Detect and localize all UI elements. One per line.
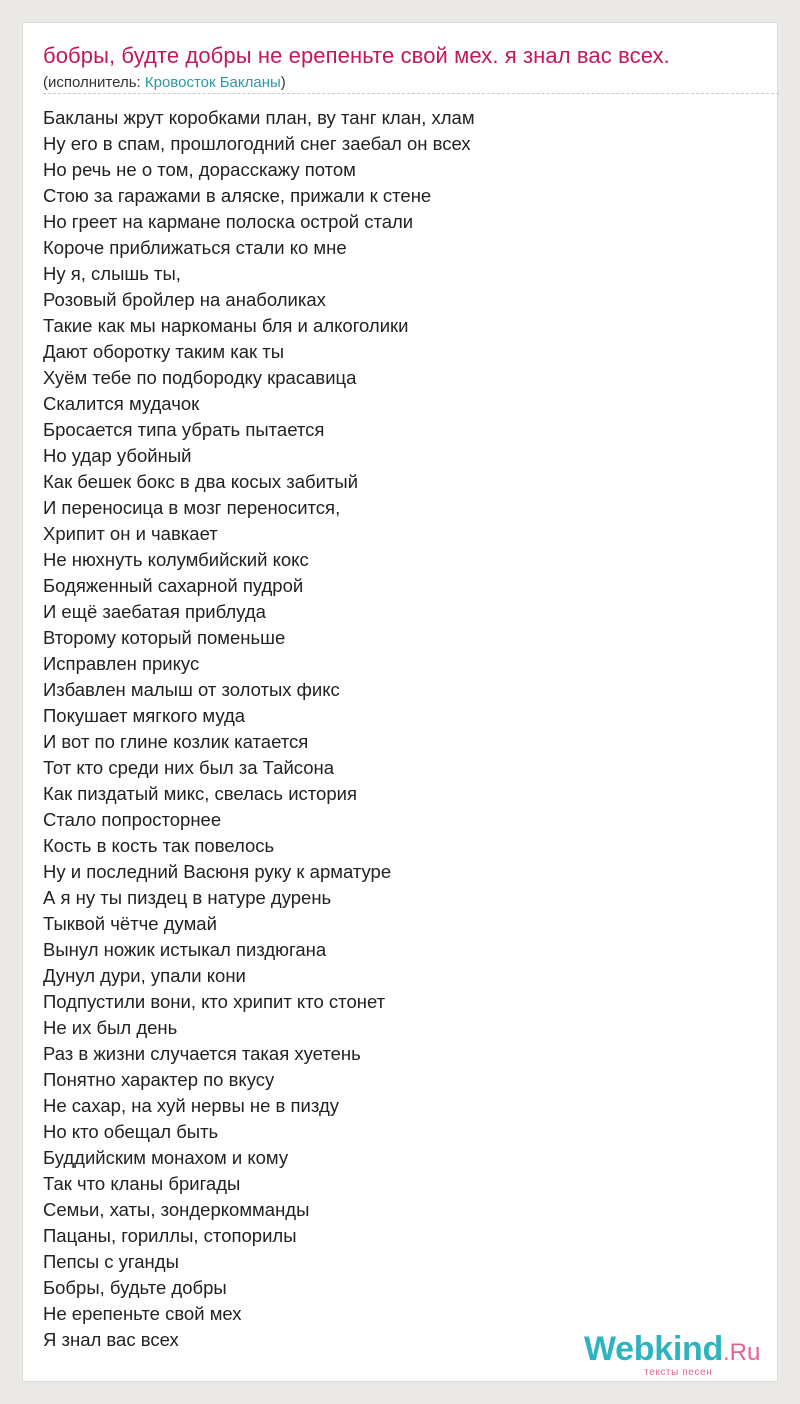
lyric-line: И ещё заебатая приблуда xyxy=(43,601,266,622)
lyric-line: Но греет на кармане полоска острой стали xyxy=(43,211,414,232)
logo-tagline: тексты песен xyxy=(644,1367,713,1378)
artist-link[interactable]: Кровосток Бакланы xyxy=(144,74,281,91)
lyric-line: Как бешек бокс в два косых забитый xyxy=(43,471,359,492)
lyric-line: Второму который поменьше xyxy=(43,627,286,648)
lyric-line: Но кто обещал быть xyxy=(43,1121,219,1142)
lyric-line: Дунул дури, упали кони xyxy=(43,965,246,986)
lyric-line: Подпустили вони, кто хрипит кто стонет xyxy=(43,991,386,1012)
lyric-line: Бодяженный сахарной пудрой xyxy=(43,575,304,596)
lyric-line: Не их был день xyxy=(43,1017,178,1038)
lyric-line: Бакланы жрут коробками план, ву танг клан, хлам xyxy=(43,107,475,128)
song-title: бобры, будте добры не ерепеньте свой мех. я знал вас всех. xyxy=(43,43,670,68)
logo-domain: .Ru xyxy=(722,1339,761,1366)
dashed-divider xyxy=(43,93,779,94)
lyric-line: Такие как мы наркоманы бля и алкоголики xyxy=(43,315,409,336)
lyric-line: Не ерепеньте свой мех xyxy=(43,1303,242,1324)
artist-prefix: (исполнитель: xyxy=(43,74,145,91)
lyric-line: Не сахар, на хуй нервы не в пизду xyxy=(43,1095,339,1116)
lyric-line: Скалится мудачок xyxy=(43,393,200,414)
lyric-line: Исправлен прикус xyxy=(43,653,200,674)
lyrics-card xyxy=(22,22,778,1382)
lyric-line: И переносица в мозг переносится, xyxy=(43,497,341,518)
lyric-line: И вот по глине козлик катается xyxy=(43,731,309,752)
lyric-line: А я ну ты пиздец в натуре дурень xyxy=(43,887,332,908)
lyric-line: Кость в кость так повелось xyxy=(43,835,275,856)
artist-suffix: ) xyxy=(280,74,286,91)
lyric-line: Тот кто среди них был за Тайсона xyxy=(43,757,335,778)
lyric-line: Буддийским монахом и кому xyxy=(43,1147,289,1168)
lyric-line: Так что кланы бригады xyxy=(43,1173,241,1194)
lyric-line: Семьи, хаты, зондеркомманды xyxy=(43,1199,310,1220)
lyric-line: Стало попросторнее xyxy=(43,809,222,830)
logo-wordmark xyxy=(584,1330,760,1369)
site-logo[interactable] xyxy=(584,1330,774,1380)
lyric-line: Пацаны, гориллы, стопорилы xyxy=(43,1225,297,1246)
logo-name: Webkind xyxy=(584,1330,723,1368)
lyric-line: Пепсы с уганды xyxy=(43,1251,179,1272)
lyric-line: Хрипит он и чавкает xyxy=(43,523,218,544)
lyric-line: Я знал вас всех xyxy=(43,1329,179,1350)
lyric-line: Покушает мягкого муда xyxy=(43,705,246,726)
lyric-line: Бросается типа убрать пытается xyxy=(43,419,325,440)
lyric-line: Ну его в спам, прошлогодний снег заебал он всех xyxy=(43,133,471,154)
lyrics-text xyxy=(43,105,475,1353)
lyric-line: Не нюхнуть колумбийский кокс xyxy=(43,549,309,570)
lyric-line: Вынул ножик истыкал пиздюгана xyxy=(43,939,327,960)
lyric-line: Ну я, слышь ты, xyxy=(43,263,181,284)
lyric-line: Но речь не о том, дорасскажу потом xyxy=(43,159,356,180)
lyric-line: Дают оборотку таким как ты xyxy=(43,341,285,362)
lyric-line: Раз в жизни случается такая хуетень xyxy=(43,1043,361,1064)
lyric-line: Бобры, будьте добры xyxy=(43,1277,227,1298)
lyric-line: Избавлен малыш от золотых фикс xyxy=(43,679,340,700)
lyric-line: Тыквой чётче думай xyxy=(43,913,217,934)
lyric-line: Стою за гаражами в аляске, прижали к стене xyxy=(43,185,432,206)
lyric-line: Розовый бройлер на анаболиках xyxy=(43,289,326,310)
lyric-line: Как пиздатый микс, свелась история xyxy=(43,783,357,804)
lyric-line: Короче приближаться стали ко мне xyxy=(43,237,347,258)
lyric-line: Но удар убойный xyxy=(43,445,192,466)
lyric-line: Хуём тебе по подбородку красавица xyxy=(43,367,357,388)
artist-line xyxy=(43,74,286,91)
lyric-line: Понятно характер по вкусу xyxy=(43,1069,275,1090)
lyric-line: Ну и последний Васюня руку к арматуре xyxy=(43,861,392,882)
